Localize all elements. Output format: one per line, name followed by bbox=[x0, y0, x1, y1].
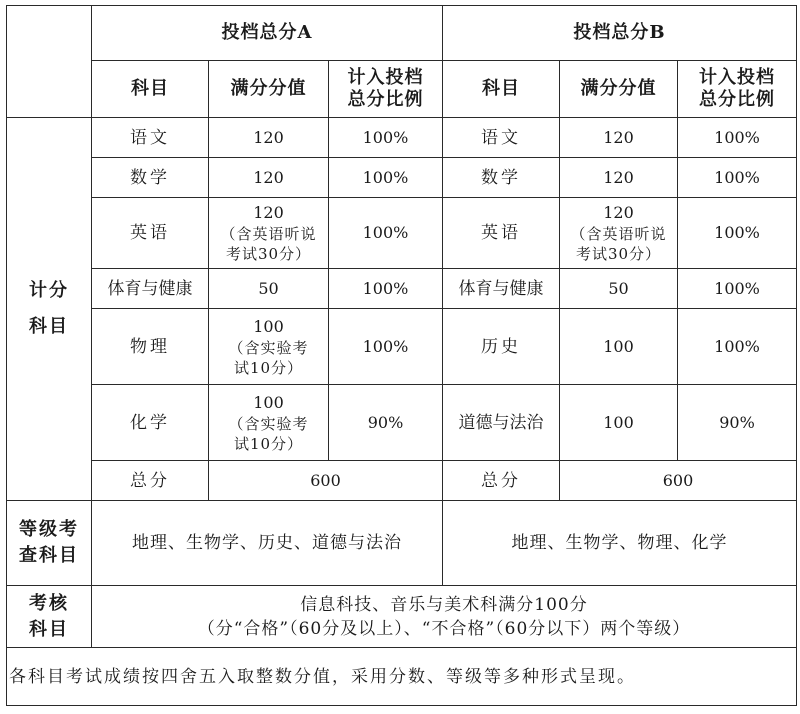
score-b: 100 bbox=[560, 385, 678, 461]
score-a: 120 bbox=[209, 118, 329, 158]
ratio-a: 100% bbox=[329, 158, 443, 198]
total-label-b: 总分 bbox=[443, 461, 560, 501]
ratio-b: 100% bbox=[678, 118, 797, 158]
grade-subjects-b: 地理、生物学、物理、化学 bbox=[443, 501, 797, 586]
subject-a: 物理 bbox=[92, 309, 209, 385]
score-a: 120 （含英语听说 考试30分） bbox=[209, 198, 329, 269]
section-scored-label: 计分 科目 bbox=[7, 118, 92, 501]
subject-b: 数学 bbox=[443, 158, 560, 198]
col-ratio-b: 计入投档 总分比例 bbox=[678, 61, 797, 118]
group-b-header: 投档总分B bbox=[443, 6, 797, 61]
total-value-a: 600 bbox=[209, 461, 443, 501]
score-a: 120 bbox=[209, 158, 329, 198]
table-row bbox=[7, 385, 797, 461]
score-b: 100 bbox=[560, 309, 678, 385]
col-subject-b: 科目 bbox=[443, 61, 560, 118]
ratio-a: 100% bbox=[329, 198, 443, 269]
subject-a: 英语 bbox=[92, 198, 209, 269]
group-a-header: 投档总分A bbox=[92, 6, 443, 61]
col-subject-a: 科目 bbox=[92, 61, 209, 118]
score-b: 120 （含英语听说 考试30分） bbox=[560, 198, 678, 269]
score-a: 100 （含实验考 试10分） bbox=[209, 385, 329, 461]
table-row bbox=[7, 309, 797, 385]
assessment-section-row bbox=[7, 586, 797, 648]
subject-a: 化学 bbox=[92, 385, 209, 461]
grade-subjects-a: 地理、生物学、历史、道德与法治 bbox=[92, 501, 443, 586]
subject-b: 语文 bbox=[443, 118, 560, 158]
table-row bbox=[7, 198, 797, 269]
col-full-score-b: 满分分值 bbox=[560, 61, 678, 118]
score-a: 50 bbox=[209, 269, 329, 309]
subject-b: 英语 bbox=[443, 198, 560, 269]
assessment-text: 信息科技、音乐与美术科满分100分 （分“合格”（60分及以上）、“不合格”（60分以下）两个等级） bbox=[92, 586, 797, 648]
ratio-a: 90% bbox=[329, 385, 443, 461]
ratio-b: 100% bbox=[678, 269, 797, 309]
total-value-b: 600 bbox=[560, 461, 797, 501]
table-row bbox=[7, 158, 797, 198]
ratio-b: 100% bbox=[678, 158, 797, 198]
subject-a: 数学 bbox=[92, 158, 209, 198]
table-row bbox=[7, 118, 797, 158]
score-b: 120 bbox=[560, 118, 678, 158]
subject-b: 体育与健康 bbox=[443, 269, 560, 309]
score-table bbox=[6, 5, 797, 706]
score-b: 120 bbox=[560, 158, 678, 198]
subject-a: 体育与健康 bbox=[92, 269, 209, 309]
subject-b: 道德与法治 bbox=[443, 385, 560, 461]
ratio-a: 100% bbox=[329, 269, 443, 309]
grade-section-label: 等级考 查科目 bbox=[7, 501, 92, 586]
score-b: 50 bbox=[560, 269, 678, 309]
total-row bbox=[7, 461, 797, 501]
col-ratio-a: 计入投档 总分比例 bbox=[329, 61, 443, 118]
ratio-b: 100% bbox=[678, 309, 797, 385]
ratio-a: 100% bbox=[329, 309, 443, 385]
footnote-row bbox=[7, 648, 797, 706]
assessment-section-label: 考核 科目 bbox=[7, 586, 92, 648]
subject-b: 历史 bbox=[443, 309, 560, 385]
footnote: 各科目考试成绩按四舍五入取整数分值，采用分数、等级等多种形式呈现。 bbox=[7, 648, 797, 706]
grade-section-row bbox=[7, 501, 797, 586]
ratio-a: 100% bbox=[329, 118, 443, 158]
score-a: 100 （含实验考 试10分） bbox=[209, 309, 329, 385]
ratio-b: 90% bbox=[678, 385, 797, 461]
col-full-score-a: 满分分值 bbox=[209, 61, 329, 118]
table-row bbox=[7, 269, 797, 309]
corner-cell bbox=[7, 6, 92, 118]
subject-a: 语文 bbox=[92, 118, 209, 158]
ratio-b: 100% bbox=[678, 198, 797, 269]
total-label-a: 总分 bbox=[92, 461, 209, 501]
